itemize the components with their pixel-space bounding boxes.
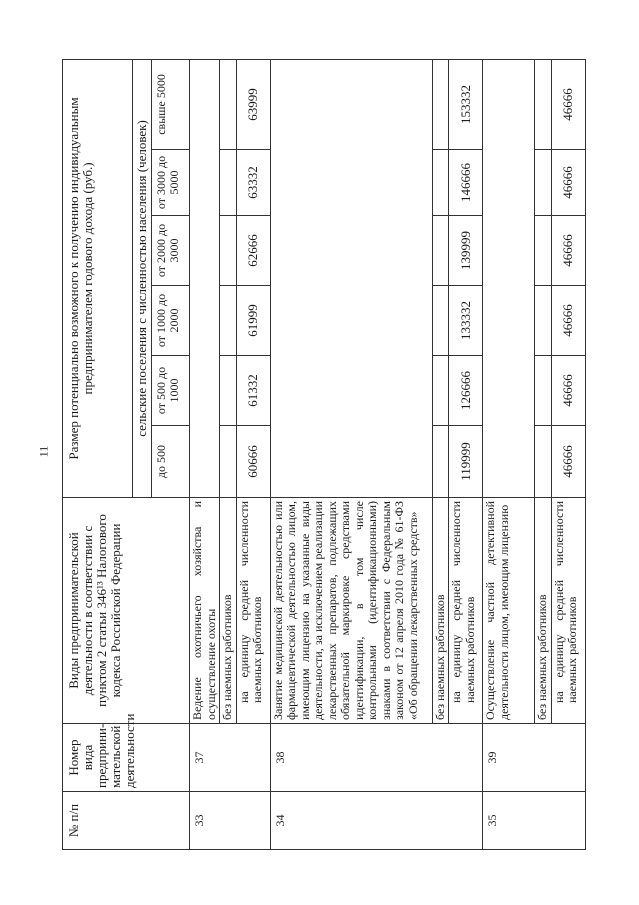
row-type-num: 39 (483, 724, 586, 792)
row-activity: Ведение охотничьего хозяйства и осуществление охоты (190, 498, 220, 724)
row-num: 33 (190, 792, 271, 850)
cell-value: 46666 (551, 356, 585, 426)
header-row-1 (63, 59, 133, 849)
header-activity: Виды предпринимательской деятельности в соответствии с пунктом 2 статьи 346¹³ Налогового кодекса Российской Федерации (63, 498, 190, 724)
cell-value (220, 216, 237, 286)
cell-value (432, 286, 449, 356)
cell-value: 146666 (449, 150, 483, 216)
cell-value: 46666 (551, 286, 585, 356)
table-row (483, 59, 535, 849)
cell-value (535, 426, 552, 498)
cell-value (432, 150, 449, 216)
rotated-table-container (62, 60, 617, 850)
cell-value: 46666 (551, 150, 585, 216)
cell-value (535, 150, 552, 216)
cell-value: 153332 (449, 59, 483, 149)
cell-value: 63332 (236, 150, 270, 216)
row-activity: Занятие медицинской деятельностью или фармацевтической деятельностью лицом, имеющим лицензию на указанные виды деятельности, за исключением реализации лекарственных препаратов, подлежащих обязательной маркировке средствами идентификации, в том числе контрольными (идентификационными) знаками в соответствии с Федеральным законом от 12 апреля 2010 года № 61-ФЗ «Об обращении лекарственных средств» (270, 498, 432, 724)
cell-value: 63999 (236, 59, 270, 149)
cell-value: 133332 (449, 286, 483, 356)
cell-value (535, 216, 552, 286)
table-row (190, 59, 220, 849)
page-number: 11 (36, 445, 51, 458)
income-table (62, 59, 586, 850)
cell-value (220, 426, 237, 498)
header-income: Размер потенциально возможного к получению индивидуальным предпринимателем годового дохода (руб.) (63, 59, 133, 497)
cell-value: 61999 (236, 286, 270, 356)
cell-value (220, 59, 237, 149)
cell-value: 62666 (236, 216, 270, 286)
header-range: свыше 5000 (152, 59, 190, 149)
row-per-worker: на единицу средней численности наемных работников (551, 498, 585, 724)
cell-value (535, 59, 552, 149)
header-num: № п/п (63, 792, 190, 850)
cell-value: 46666 (551, 426, 585, 498)
cell-value (432, 216, 449, 286)
cell-value (432, 426, 449, 498)
header-range: от 3000 до 5000 (152, 150, 190, 216)
cell-value: 126666 (449, 356, 483, 426)
header-settlements: сельские поселения с численностью населения (человек) (133, 59, 152, 497)
cell-value (432, 59, 449, 149)
row-no-workers: без наемных работников (432, 498, 449, 724)
row-activity: Осуществление частной детективной деятельности лицом, имеющим лицензию (483, 498, 535, 724)
cell-value: 61332 (236, 356, 270, 426)
row-num: 34 (270, 792, 483, 850)
row-per-worker: на единицу средней численности наемных работников (236, 498, 270, 724)
row-num: 35 (483, 792, 586, 850)
cell-value: 46666 (551, 216, 585, 286)
row-no-workers: без наемных работников (220, 498, 237, 724)
cell-value: 60666 (236, 426, 270, 498)
row-per-worker: на единицу средней численности наемных работников (449, 498, 483, 724)
cell-value: 46666 (551, 59, 585, 149)
row-section-empty (270, 59, 432, 497)
row-section-empty (190, 59, 220, 497)
cell-value (535, 286, 552, 356)
row-section-empty (483, 59, 535, 497)
cell-value: 119999 (449, 426, 483, 498)
cell-value (432, 356, 449, 426)
header-range: от 1000 до 2000 (152, 286, 190, 356)
row-type-num: 38 (270, 724, 483, 792)
cell-value (220, 356, 237, 426)
header-range: от 500 до 1000 (152, 356, 190, 426)
header-range: до 500 (152, 426, 190, 498)
header-type-num: Номер вида предприни-мательской деятельности (63, 724, 190, 792)
row-type-num: 37 (190, 724, 271, 792)
cell-value (535, 356, 552, 426)
cell-value: 139999 (449, 216, 483, 286)
cell-value (220, 286, 237, 356)
row-no-workers: без наемных работников (535, 498, 552, 724)
cell-value (220, 150, 237, 216)
table-row (270, 59, 432, 849)
header-range: от 2000 до 3000 (152, 216, 190, 286)
